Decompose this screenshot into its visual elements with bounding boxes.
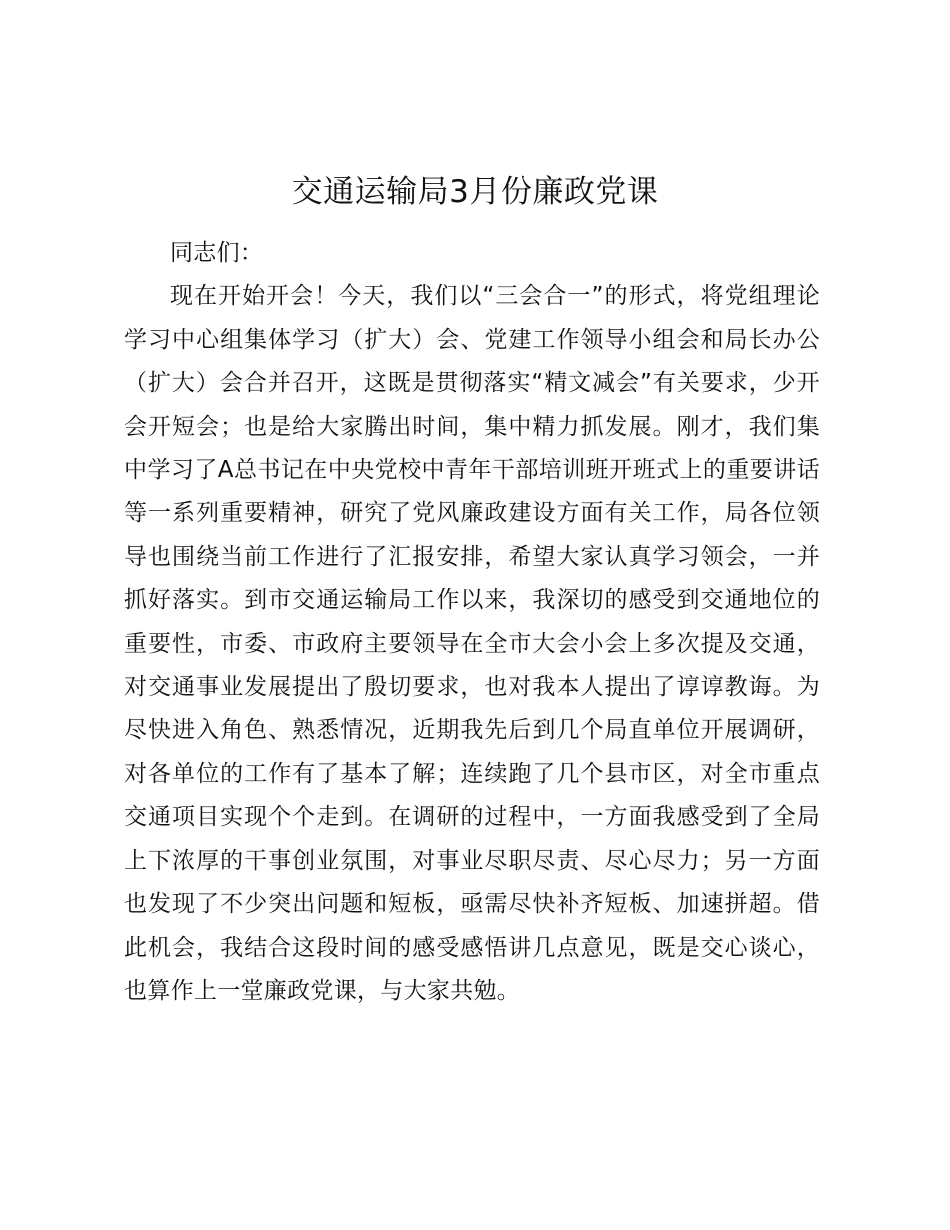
document-body: [124, 232, 820, 1013]
salutation: 同志们：: [170, 240, 264, 266]
body-paragraph: 现在开始开会！今天，我们以“三会合一”的形式，将党组理论学习中心组集体学习（扩大）会、党建工作领导小组会和局长办公（扩大）会合并召开，这既是贯彻落实“精文减会”有关要求，少开会开短会；也是给大家腾出时间，集中精力抓发展。刚才，我们集中学习了A总书记在中央党校中青年干部培训班开班式上的重要讲话等一系列重要精神，研究了党风廉政建设方面有关工作，局各位领导也围绕当前工作进行了汇报安排，希望大家认真学习领会，一并抓好落实。到市交通运输局工作以来，我深切的感受到交通地位的重要性，市委、市政府主要领导在全市大会小会上多次提及交通，对交通事业发展提出了殷切要求，也对我本人提出了谆谆教诲。为尽快进入角色、熟悉情况，近期我先后到几个局直单位开展调研，对各单位的工作有了基本了解；连续跑了几个县市区，对全市重点交通项目实现个个走到。在调研的过程中，一方面我感受到了全局上下浓厚的干事创业氛围，对事业尽职尽责、尽心尽力；另一方面也发现了不少突出问题和短板，亟需尽快补齐短板、加速拼超。借此机会，我结合这段时间的感受感悟讲几点意见，既是交心谈心，也算作上一堂廉政党课，与大家共勉。: [124, 283, 820, 1004]
document-title: 交通运输局3月份廉政党课: [291, 174, 659, 210]
